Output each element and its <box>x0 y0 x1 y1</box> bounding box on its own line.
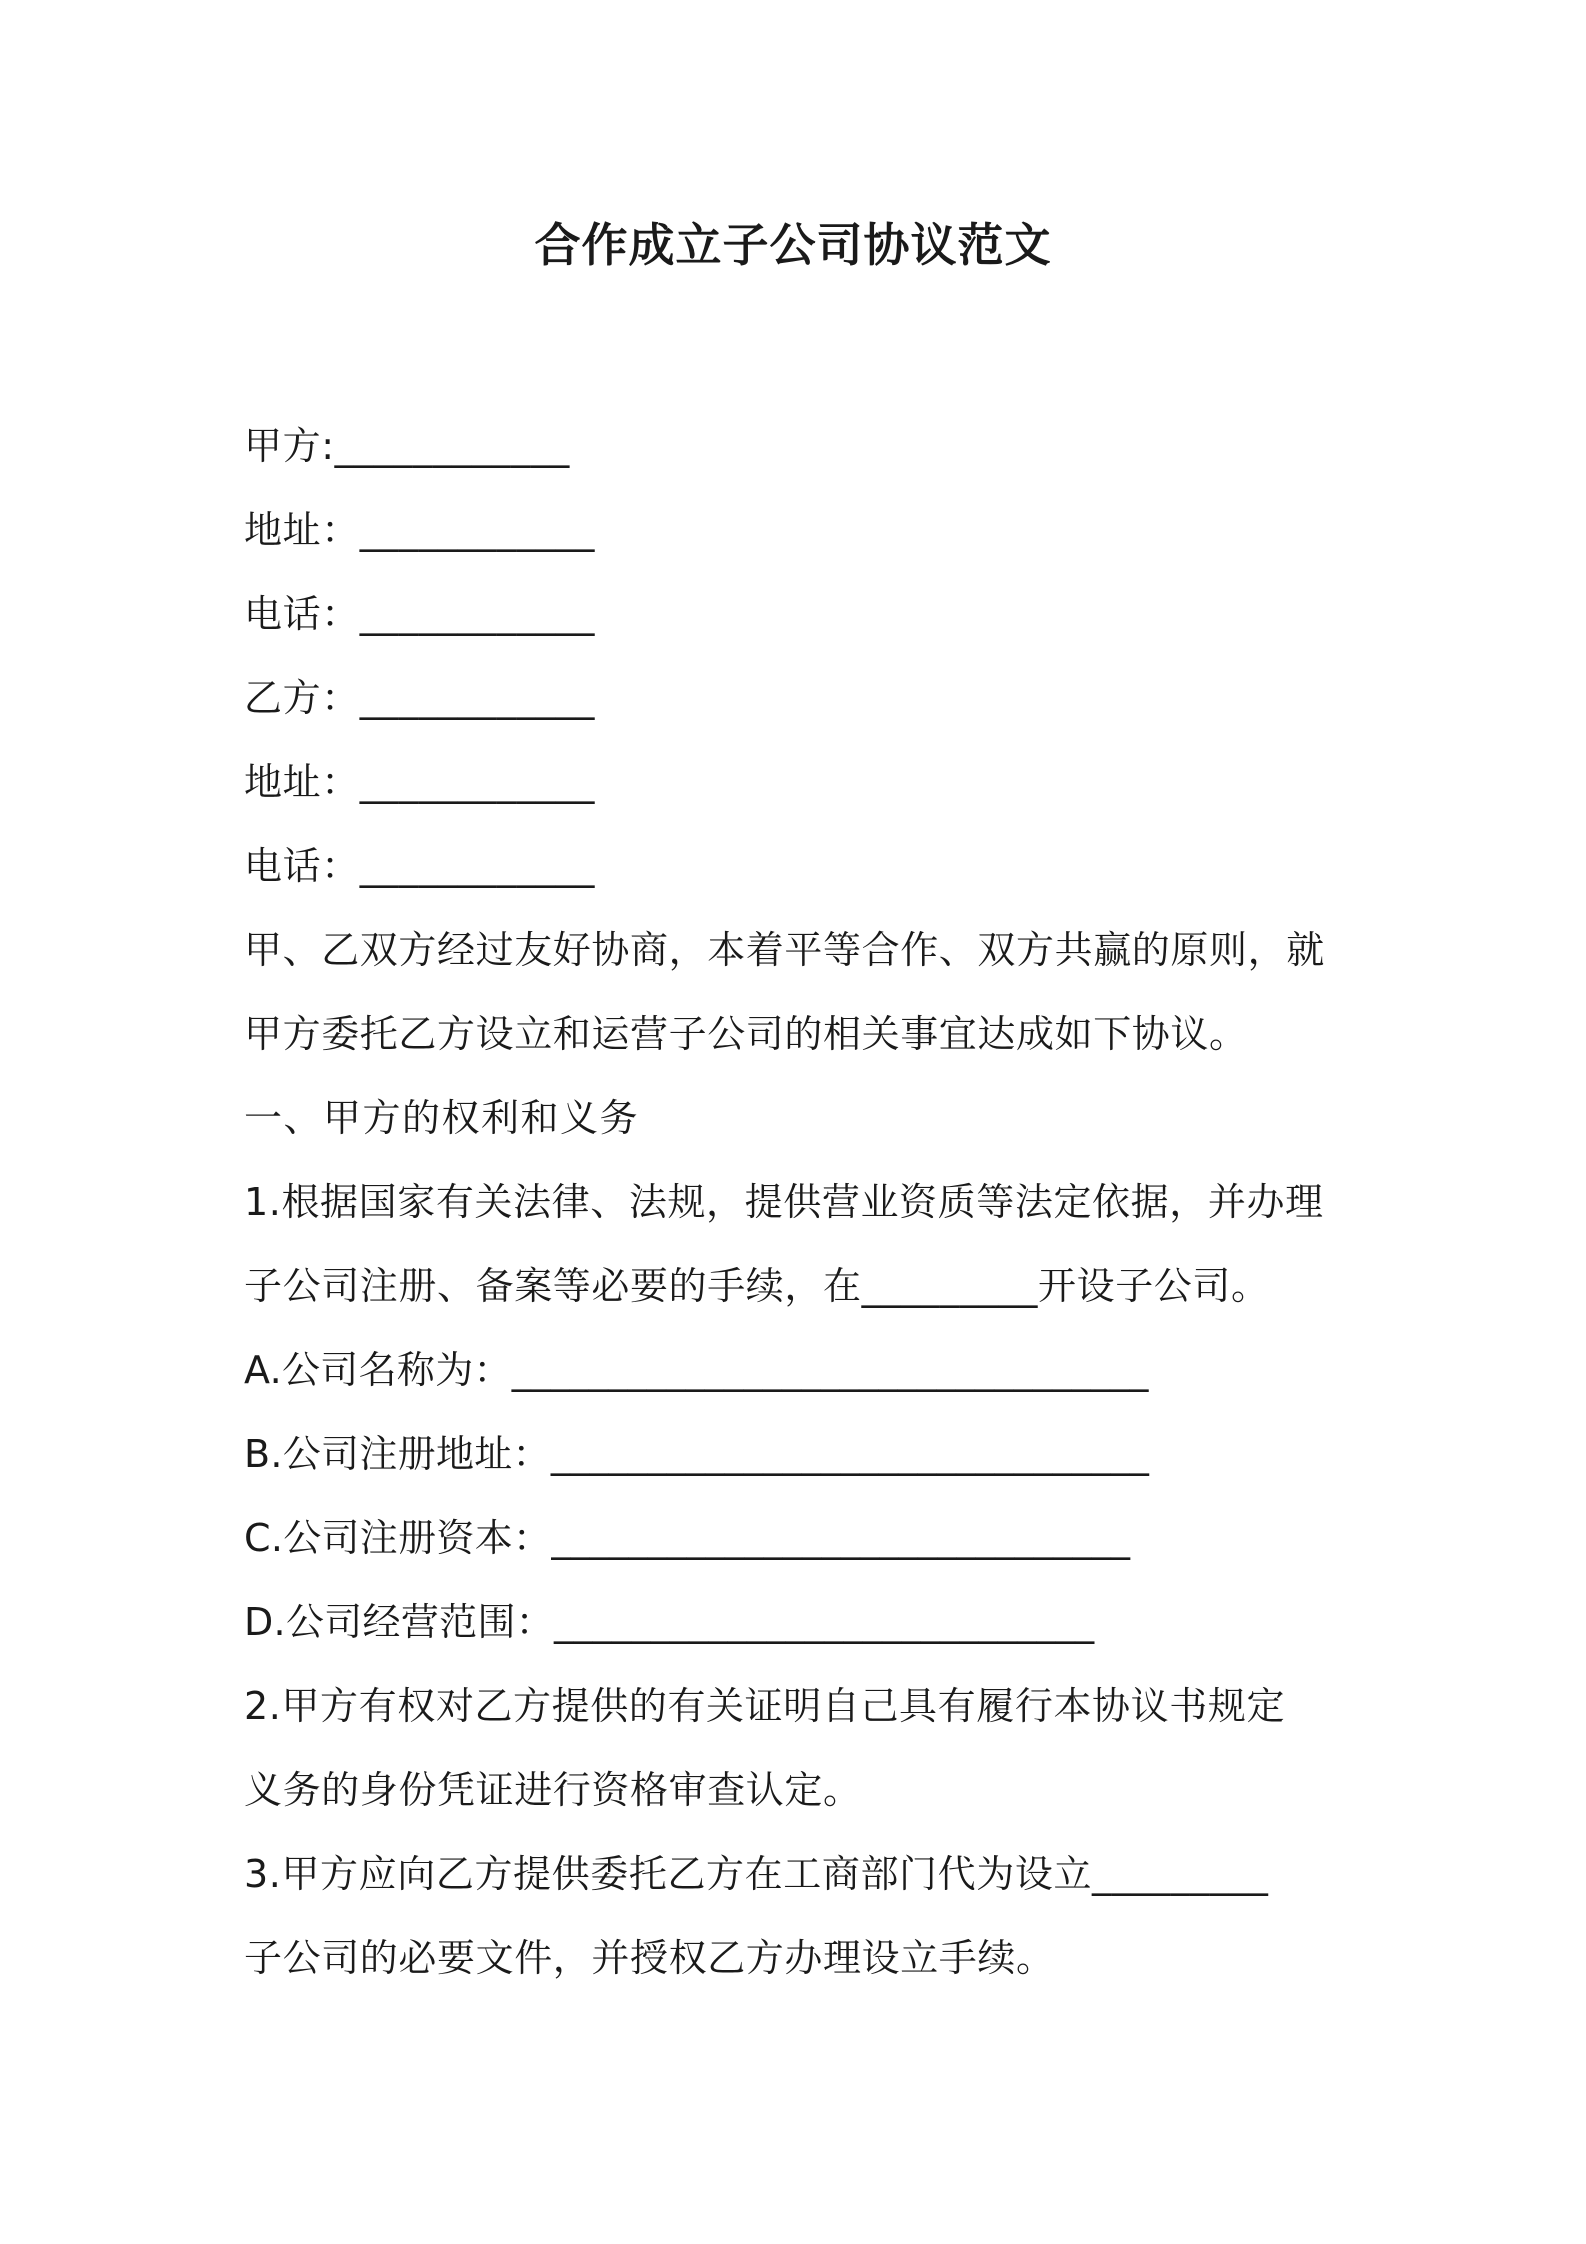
document-body <box>244 404 1354 2000</box>
document-title: 合作成立子公司协议范文 <box>534 218 1052 272</box>
company-address-field: B.公司注册地址：_______________________________ <box>244 1432 1150 1476</box>
clause-1-line-1: 1.根据国家有关法律、法规，提供营业资质等法定依据，并办理 <box>244 1180 1324 1224</box>
party-a-address-field: 地址：____________ <box>244 508 596 552</box>
clause-2-line-1: 2.甲方有权对乙方提供的有关证明自己具有履行本协议书规定 <box>244 1684 1286 1728</box>
preamble-line-1: 甲、乙双方经过友好协商，本着平等合作、双方共赢的原则，就 <box>244 928 1325 972</box>
company-capital-field: C.公司注册资本：______________________________ <box>244 1516 1131 1560</box>
section-heading-1: 一、甲方的权利和义务 <box>244 1096 640 1140</box>
party-a-phone-field: 电话：____________ <box>244 592 596 636</box>
party-b-phone-field: 电话：____________ <box>244 844 596 888</box>
clause-3-line-2: 子公司的必要文件，并授权乙方办理设立手续。 <box>244 1936 1055 1980</box>
party-a-field: 甲方:____________ <box>244 424 570 468</box>
party-b-address-field: 地址：____________ <box>244 760 596 804</box>
clause-1-line-2: 子公司注册、备案等必要的手续，在_________开设子公司。 <box>244 1264 1270 1308</box>
party-b-field: 乙方：____________ <box>244 676 596 720</box>
clause-2-line-2: 义务的身份凭证进行资格审查认定。 <box>244 1768 862 1812</box>
company-scope-field: D.公司经营范围：____________________________ <box>244 1600 1095 1644</box>
company-name-field: A.公司名称为：_________________________________ <box>244 1348 1149 1392</box>
clause-3-line-1: 3.甲方应向乙方提供委托乙方在工商部门代为设立_________ <box>244 1852 1269 1896</box>
preamble-line-2: 甲方委托乙方设立和运营子公司的相关事宜达成如下协议。 <box>244 1012 1248 1056</box>
